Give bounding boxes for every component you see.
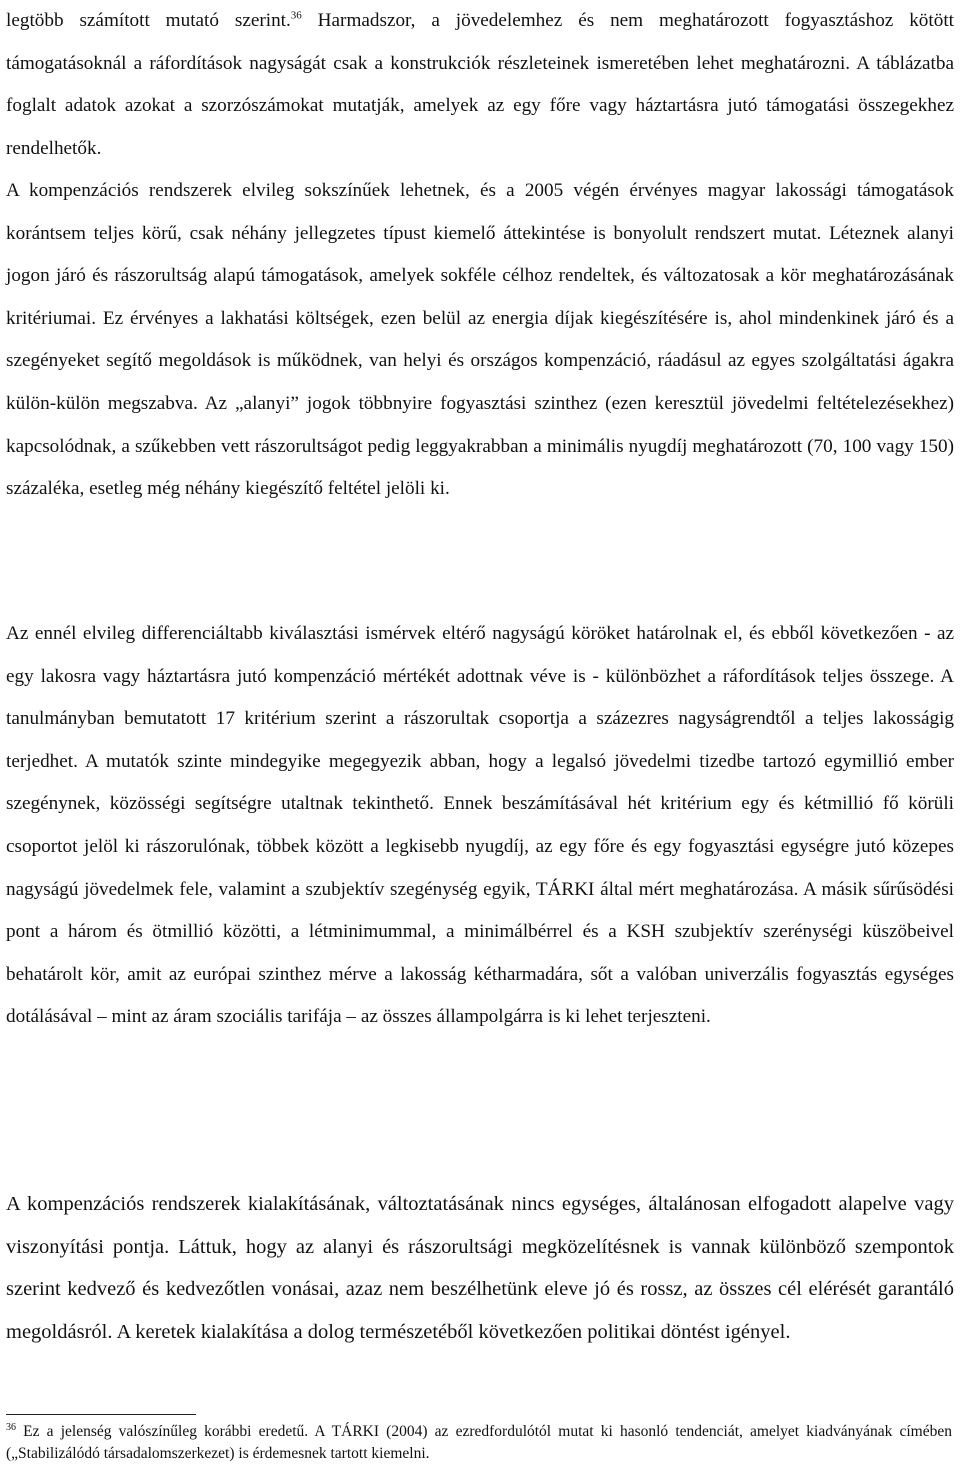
paragraph-4: A kompenzációs rendszerek kialakításának, változtatásának nincs egységes, általánosan elfogadott alapelve vagy viszonyítási pontja. Láttuk, hogy az alanyi és rászorultsági megközelítésnek is vannak különböző szempontok szerint kedvező és kedvezőtlen vonásai, azaz nem beszélhetünk eleve jó és rossz, az összes cél elérését garantáló megoldásról. A keretek kialakítása a dolog természetéből következően politikai döntést igényel. [6, 1193, 954, 1343]
footnote [6, 1421, 952, 1465]
paragraph-1-text-end: Harmadszor, a jövedelemhez és nem meghatározott fogyasztáshoz kötött támogatásoknál a ráfordítások nagyságát csak a konstrukciók részleteinek ismeretében lehet meghatározni. A táblázatba foglalt adatok azokat a szorzószámokat mutatják, amelyek az egy főre vagy háztartásra jutó támogatási összegekhez rendelhetők. [6, 10, 954, 159]
footnote-separator [6, 1414, 196, 1415]
footnote-number: 36 [6, 1421, 16, 1433]
footnote-reference[interactable]: 36 [290, 9, 302, 22]
paragraph-1 [6, 0, 954, 170]
paragraph-3: Az ennél elvileg differenciáltabb kiválasztási ismérvek eltérő nagyságú köröket határolnak el, és ebből következően - az egy lakosra vagy háztartásra jutó kompenzáció mértékét adottnak véve is - különbözhet a ráfordítások teljes összege. A tanulmányban bemutatott 17 kritérium szerint a rászorultak csoportja a százezres nagyságrendtől a teljes lakosságig terjedhet. A mutatók szinte mindegyike megegyezik abban, hogy a legalsó jövedelmi tizedbe tartozó egymillió ember szegénynek, közösségi segítségre utaltnak tekinthető. Ennek beszámításával hét kritérium egy és kétmillió fő körüli csoportot jelöl ki rászorulónak, többek között a legkisebb nyugdíj, az egy főre és egy fogyasztási egységre jutó közepes nagyságú jövedelmek fele, valamint a szubjektív szegénység egyik, TÁRKI által mért meghatározása. A másik sűrűsödési pont a három és ötmillió közötti, a létminimummal, a minimálbérrel és a KSH szubjektív szerénységi küszöbeivel behatárolt kör, amit az európai szinthez mérve a lakosság kétharmadára, sőt a valóban univerzális fogyasztás egységes dotálásával – mint az áram szociális tarifája – az összes állampolgárra is ki lehet terjeszteni. [6, 623, 954, 1028]
footnote-text: Ez a jelenség valószínűleg korábbi eredetű. A TÁRKI (2004) az ezredfordulótól mutat ki hasonló tendenciát, amelyet kiadványának címében („Stabilizálódó társadalomszerkezet) is érdemesnek tartott kiemelni. [6, 1423, 952, 1462]
paragraph-1-text-start: legtöbb számított mutató szerint. [6, 10, 291, 31]
paragraph-2: A kompenzációs rendszerek elvileg sokszínűek lehetnek, és a 2005 végén érvényes magyar lakossági támogatások korántsem teljes körű, csak néhány jellegzetes típust kiemelő áttekintése is bonyolult rendszert mutat. Léteznek alanyi jogon járó és rászorultság alapú támogatások, amelyek sokféle célhoz rendeltek, és változatosak a kör meghatározásának kritériumai. Ez érvényes a lakhatási költségek, ezen belül az energia díjak kiegészítésére is, ahol mindenkinek járó és a szegényeket segítő megoldások is működnek, van helyi és országos kompenzáció, ráadásul az egyes szolgáltatási ágakra külön-külön megszabva. Az „alanyi” jogok többnyire fogyasztási szinthez (ezen keresztül jövedelmi feltételezésekhez) kapcsolódnak, a szűkebben vett rászorultságot pedig leggyakrabban a minimális nyugdíj meghatározott (70, 100 vagy 150) százaléka, esetleg még néhány kiegészítő feltétel jelöli ki. [6, 180, 954, 500]
